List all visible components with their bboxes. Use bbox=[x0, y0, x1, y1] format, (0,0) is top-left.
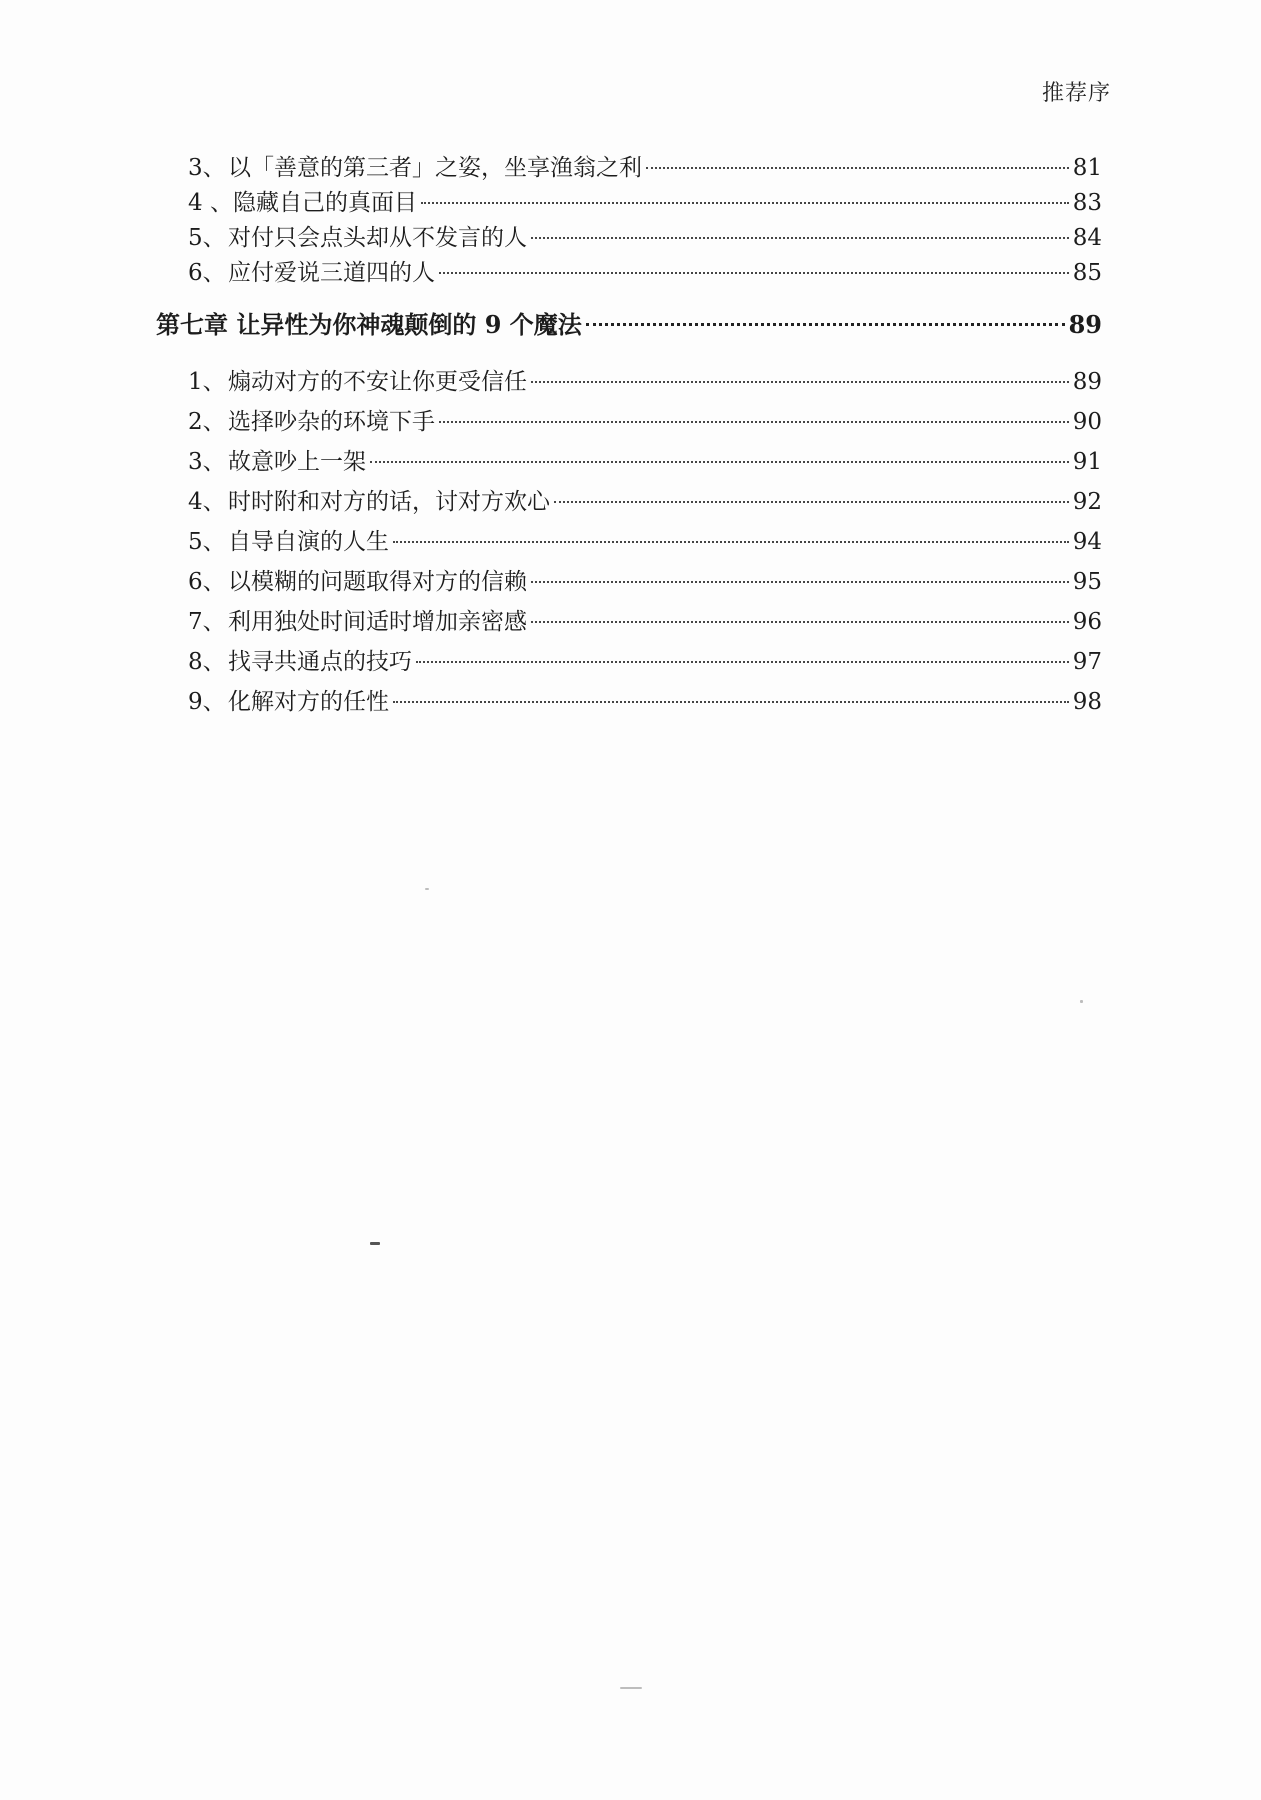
dot-leader bbox=[586, 323, 1065, 326]
toc-entry-title: 故意吵上一架 bbox=[228, 449, 366, 475]
toc-entry-title: 以模糊的问题取得对方的信赖 bbox=[228, 569, 527, 595]
toc-entry-number: 1、 bbox=[188, 369, 226, 395]
toc-entry-page: 92 bbox=[1072, 489, 1102, 515]
dot-leader bbox=[370, 461, 1069, 463]
toc-entry[interactable] bbox=[188, 150, 1102, 186]
dot-leader bbox=[554, 501, 1069, 503]
toc-entry-page: 94 bbox=[1072, 529, 1102, 555]
toc-entry-page: 98 bbox=[1072, 689, 1102, 715]
toc-entry[interactable] bbox=[188, 684, 1102, 720]
toc-entry[interactable] bbox=[188, 524, 1102, 560]
toc-entry-title: 隐藏自己的真面目 bbox=[232, 190, 417, 216]
toc-entry[interactable] bbox=[188, 404, 1102, 440]
toc-entry-number: 6、 bbox=[188, 569, 226, 595]
toc-entry-number: 4、 bbox=[188, 489, 226, 515]
toc-entry-title: 找寻共通点的技巧 bbox=[228, 649, 412, 675]
toc-entry[interactable] bbox=[188, 364, 1102, 400]
dot-leader bbox=[531, 581, 1069, 583]
toc-entry-number: 5、 bbox=[188, 225, 226, 251]
toc-entry[interactable] bbox=[188, 220, 1102, 256]
toc-entry-title: 化解对方的任性 bbox=[228, 689, 389, 715]
dot-leader bbox=[393, 701, 1069, 703]
toc-entry-number: 4 、 bbox=[188, 190, 233, 216]
dot-leader bbox=[531, 621, 1069, 623]
toc-entry-page: 83 bbox=[1072, 190, 1102, 216]
toc-entry-page: 95 bbox=[1072, 569, 1102, 595]
dot-leader bbox=[531, 381, 1069, 383]
toc-entry-number: 8、 bbox=[188, 649, 226, 675]
chapter-page: 89 bbox=[1068, 310, 1102, 339]
dot-leader bbox=[421, 202, 1069, 204]
toc-entry-page: 85 bbox=[1072, 260, 1102, 286]
scan-speck bbox=[620, 1687, 642, 1689]
dot-leader bbox=[531, 237, 1069, 239]
toc-entry-number: 7、 bbox=[188, 609, 226, 635]
toc-entry[interactable] bbox=[188, 604, 1102, 640]
toc-entry-number: 5、 bbox=[188, 529, 226, 555]
running-header: 推荐序 bbox=[1041, 81, 1111, 106]
toc-entry-title: 选择吵杂的环境下手 bbox=[228, 409, 435, 435]
toc-entry-number: 2、 bbox=[188, 409, 226, 435]
toc-entry[interactable] bbox=[188, 644, 1102, 680]
toc-entry-page: 81 bbox=[1072, 155, 1102, 181]
toc-entry[interactable] bbox=[188, 255, 1102, 291]
toc-entry-title: 煽动对方的不安让你更受信任 bbox=[228, 369, 527, 395]
toc-entry-title: 以「善意的第三者」之姿，坐享渔翁之利 bbox=[228, 155, 642, 181]
toc-entry-number: 9、 bbox=[188, 689, 226, 715]
toc-entry[interactable] bbox=[188, 564, 1102, 600]
dot-leader bbox=[393, 541, 1069, 543]
chapter-title: 第七章 让异性为你神魂颠倒的 9 个魔法 bbox=[156, 310, 582, 339]
toc-entry[interactable] bbox=[188, 185, 1102, 221]
dot-leader bbox=[439, 272, 1069, 274]
toc-entry-page: 84 bbox=[1072, 225, 1102, 251]
scan-speck bbox=[370, 1242, 380, 1245]
toc-entry-page: 91 bbox=[1072, 449, 1102, 475]
toc-entry-title: 对付只会点头却从不发言的人 bbox=[228, 225, 527, 251]
toc-chapter-heading[interactable] bbox=[156, 307, 1102, 343]
scan-speck bbox=[1080, 1000, 1083, 1003]
toc-entry-number: 3、 bbox=[188, 449, 226, 475]
toc-entry-title: 应付爱说三道四的人 bbox=[228, 260, 435, 286]
toc-entry-page: 97 bbox=[1072, 649, 1102, 675]
dot-leader bbox=[646, 167, 1069, 169]
dot-leader bbox=[416, 661, 1069, 663]
toc-entry[interactable] bbox=[188, 444, 1102, 480]
scan-speck bbox=[425, 888, 429, 890]
toc-entry[interactable] bbox=[188, 484, 1102, 520]
toc-entry-number: 3、 bbox=[188, 155, 226, 181]
dot-leader bbox=[439, 421, 1069, 423]
toc-entry-page: 96 bbox=[1072, 609, 1102, 635]
toc-entry-title: 自导自演的人生 bbox=[228, 529, 389, 555]
toc-entry-page: 89 bbox=[1072, 369, 1102, 395]
toc-entry-title: 利用独处时间适时增加亲密感 bbox=[228, 609, 527, 635]
toc-entry-page: 90 bbox=[1072, 409, 1102, 435]
toc-entry-number: 6、 bbox=[188, 260, 226, 286]
toc-entry-title: 时时附和对方的话，讨对方欢心 bbox=[228, 489, 550, 515]
